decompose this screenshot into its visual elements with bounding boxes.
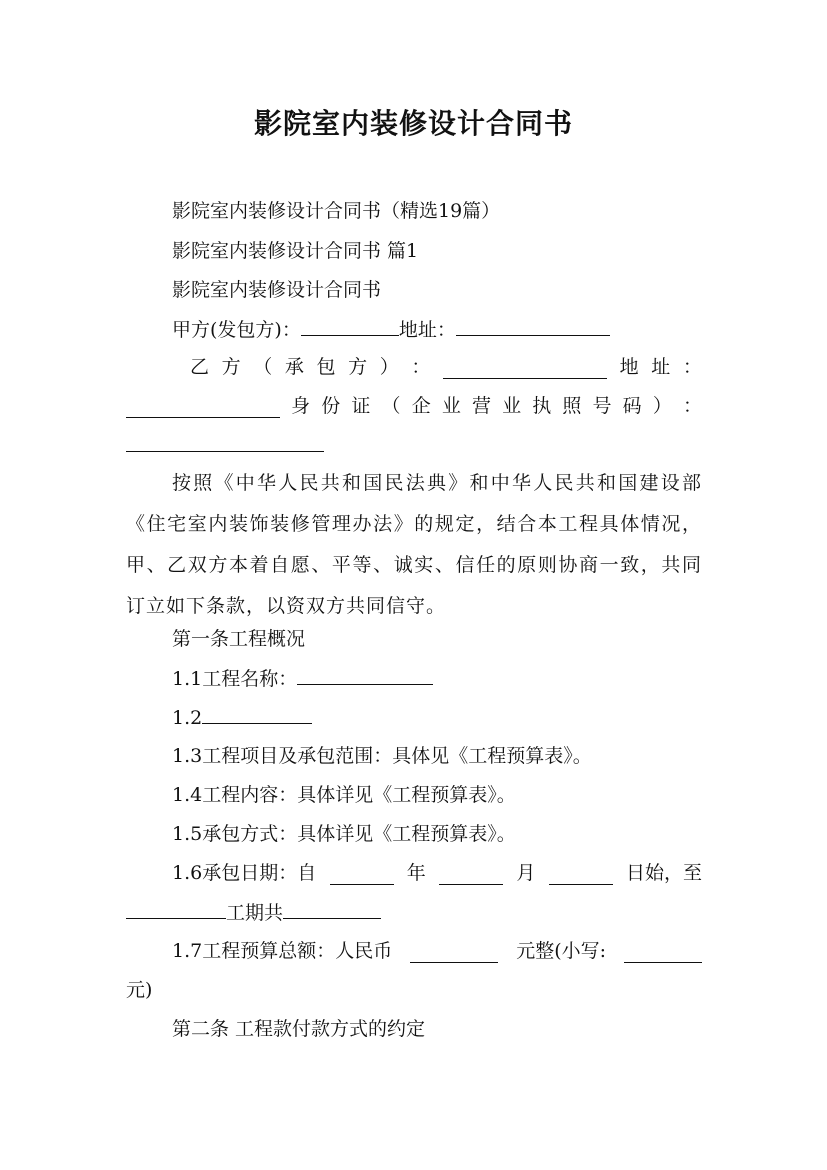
party-b-char: 方 — [348, 356, 368, 378]
item-1-7 — [172, 939, 702, 963]
party-b-char: ： — [411, 356, 431, 378]
id-char: 执 — [532, 395, 552, 417]
item-1-3: 1.3工程项目及承包范围：具体见《工程预算表》。 — [172, 745, 592, 767]
duration-label: 工期共 — [226, 902, 284, 924]
address-char: 址 — [651, 356, 671, 378]
id-char: 照 — [562, 395, 582, 417]
contract-name: 影院室内装修设计合同书 — [172, 279, 382, 301]
item-1-1 — [172, 666, 433, 691]
party-b-char: 乙 — [190, 356, 210, 378]
project-name-blank — [297, 666, 433, 685]
end-date-blank — [126, 900, 226, 919]
item-1-6 — [172, 861, 702, 885]
intro-paragraph: 按照《中华人民共和国民法典》和中华人民共和国建设部《住宅室内装饰装修管理办法》的规定，结合本工程具体情况，甲、乙双方本着自愿、平等、诚实、信任的原则协商一致，共同订立如下条款，以资双方共同信守。 — [126, 472, 702, 617]
address-char: ： — [682, 356, 702, 378]
item-1-2-blank — [202, 705, 312, 724]
article-2-title: 第二条 工程款付款方式的约定 — [172, 1018, 426, 1040]
article-1-title: 第一条工程概况 — [172, 628, 306, 650]
item-1-6-label: 1.6承包日期：自 — [172, 862, 317, 884]
party-b-blank — [443, 360, 607, 379]
item-1-6-continued — [126, 900, 381, 925]
start-month-blank — [439, 866, 503, 885]
id-char: 营 — [471, 395, 491, 417]
party-b-address-blank — [126, 399, 280, 418]
item-1-7-end: 元) — [126, 979, 153, 1001]
document-title: 影院室内装修设计合同书 — [253, 107, 573, 140]
id-char: 身 — [291, 395, 311, 417]
party-a-blank — [301, 317, 399, 336]
day-label: 日始，至 — [625, 862, 702, 884]
chapter-heading: 影院室内装修设计合同书 篇1 — [172, 240, 419, 262]
item-1-7-label: 1.7工程预算总额：人民币 — [172, 940, 393, 962]
amount-words-blank — [410, 944, 498, 963]
id-char: ） — [652, 395, 672, 417]
duration-blank — [283, 900, 381, 919]
item-1-2 — [172, 705, 312, 730]
amount-unit: 元整(小写: — [516, 940, 607, 962]
party-a-address-label: 地址： — [398, 319, 456, 341]
id-line — [126, 394, 702, 418]
start-day-blank — [549, 866, 613, 885]
party-b-char: 承 — [284, 356, 304, 378]
id-char: 号 — [592, 395, 612, 417]
month-label: 月 — [516, 862, 536, 884]
item-1-5: 1.5承包方式：具体详见《工程预算表》。 — [172, 823, 516, 845]
document-subtitle: 影院室内装修设计合同书（精选19篇） — [172, 200, 501, 222]
party-a-address-blank — [456, 317, 610, 336]
party-b-line — [190, 355, 702, 379]
id-blank-line — [126, 433, 324, 458]
item-1-4: 1.4工程内容：具体详见《工程预算表》。 — [172, 784, 516, 806]
party-b-char: ） — [379, 356, 399, 378]
id-char: ： — [682, 395, 702, 417]
party-a-line — [172, 317, 610, 342]
party-b-char: 包 — [316, 356, 336, 378]
year-label: 年 — [406, 862, 426, 884]
id-blank — [126, 433, 324, 452]
item-1-2-label: 1.2 — [172, 707, 203, 729]
amount-digits-blank — [624, 944, 702, 963]
id-char: 企 — [411, 395, 431, 417]
id-char: 码 — [622, 395, 642, 417]
party-b-char: 方 — [221, 356, 241, 378]
party-a-label: 甲方(发包方)： — [172, 319, 301, 341]
id-char: 业 — [502, 395, 522, 417]
start-year-blank — [330, 866, 394, 885]
address-char: 地 — [619, 356, 639, 378]
id-char: 业 — [441, 395, 461, 417]
party-b-char: （ — [253, 356, 273, 378]
id-char: 份 — [321, 395, 341, 417]
id-char: （ — [381, 395, 401, 417]
id-char: 证 — [351, 395, 371, 417]
item-1-1-label: 1.1工程名称： — [172, 668, 298, 690]
